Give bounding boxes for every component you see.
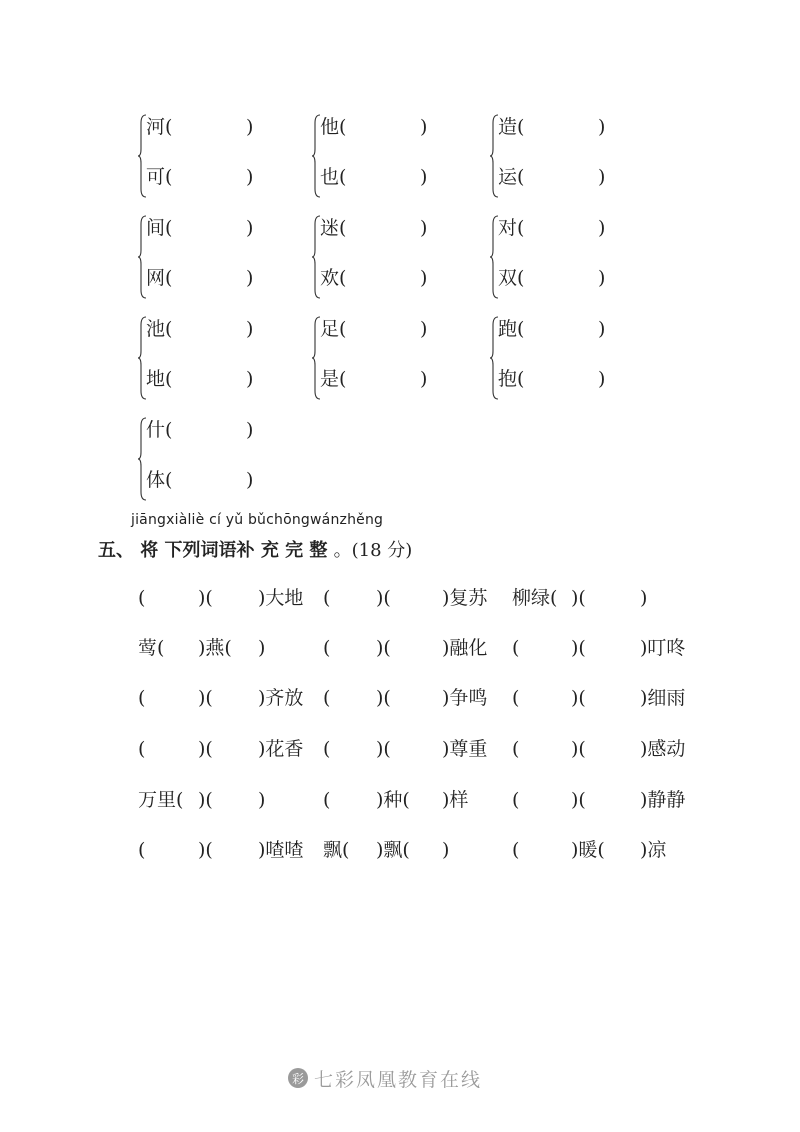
completion-segment: )飘( [376,839,410,861]
completion-segment: 万里( [138,789,184,811]
pair-character: 体 [146,469,166,491]
paren-open: ( [165,116,173,138]
polyphone-pair [312,113,472,205]
pair-line-top [146,216,254,240]
blank-bottom[interactable]: ) [420,267,428,289]
completion-segment: )( [198,687,213,709]
blank-bottom[interactable]: ) [598,368,606,390]
pair-line-bottom [320,367,428,391]
paren-open: ( [339,267,347,289]
section5-period: 。 [333,540,352,561]
completion-segment: ( [138,687,146,709]
blank-bottom[interactable]: ) [420,166,428,188]
section5-title: 将 下列词语补 充 完 整 [140,540,328,561]
pair-character: 迷 [320,217,340,239]
pair-line-top [498,115,606,139]
completion-segment: )( [571,738,586,760]
completion-segment: ( [323,587,331,609]
completion-segment: ) [442,839,450,861]
completion-segment: ( [512,687,520,709]
completion-row [0,734,800,764]
paren-open: ( [517,267,525,289]
completion-segment: )( [376,687,391,709]
pair-character: 地 [146,368,166,390]
blank-top[interactable]: ) [598,318,606,340]
pair-character: 池 [146,318,166,340]
pair-character: 造 [498,116,518,138]
completion-segment: ( [138,839,146,861]
completion-row [0,835,800,865]
completion-row [0,583,800,613]
blank-top[interactable]: ) [246,318,254,340]
completion-segment: )( [198,587,213,609]
pair-character: 双 [498,267,518,289]
completion-segment: )复苏 [442,587,488,609]
blank-bottom[interactable]: ) [246,368,254,390]
pair-line-bottom [146,165,254,189]
completion-segment: ( [512,789,520,811]
section5-number: 五、 [98,540,134,561]
completion-segment: )细雨 [640,687,686,709]
completion-segment: )( [571,789,586,811]
completion-segment: 柳绿( [512,587,558,609]
completion-segment: )( [198,789,213,811]
blank-top[interactable]: ) [420,318,428,340]
completion-segment: )大地 [258,587,304,609]
completion-segment: )( [198,738,213,760]
pair-line-top [320,317,428,341]
pair-line-top [498,216,606,240]
blank-top[interactable]: ) [246,419,254,441]
completion-segment: )种( [376,789,410,811]
completion-segment: ( [138,738,146,760]
completion-segment: )融化 [442,637,488,659]
paren-open: ( [165,419,173,441]
polyphone-pair [490,113,650,205]
completion-segment: )暖( [571,839,605,861]
pair-line-bottom [498,367,606,391]
completion-segment: )喳喳 [258,839,304,861]
blank-top[interactable]: ) [246,217,254,239]
pair-character: 什 [146,419,166,441]
blank-bottom[interactable]: ) [246,267,254,289]
completion-row [0,633,800,663]
pair-character: 河 [146,116,166,138]
polyphone-pair [138,214,298,306]
polyphone-pair [138,315,298,407]
completion-segment: ( [323,789,331,811]
paren-open: ( [517,368,525,390]
pair-character: 运 [498,166,518,188]
completion-segment: )感动 [640,738,686,760]
completion-row [0,683,800,713]
section5-heading [98,536,412,562]
completion-segment: )( [571,587,586,609]
pair-character: 间 [146,217,166,239]
completion-segment: )样 [442,789,469,811]
completion-segment: ( [323,738,331,760]
paren-open: ( [517,217,525,239]
completion-segment: )( [571,687,586,709]
paren-open: ( [517,318,525,340]
paren-open: ( [165,217,173,239]
completion-segment: ) [258,637,266,659]
paren-open: ( [339,318,347,340]
pair-line-bottom [146,266,254,290]
pair-character: 抱 [498,368,518,390]
polyphone-pair [490,214,650,306]
completion-segment: 飘( [323,839,350,861]
pair-character: 可 [146,166,166,188]
pair-character: 也 [320,166,340,188]
footer-logo [288,1064,482,1092]
completion-segment: )花香 [258,738,304,760]
completion-segment: ( [512,839,520,861]
pair-character: 跑 [498,318,518,340]
completion-segment: )争鸣 [442,687,488,709]
polyphone-pair [312,214,472,306]
completion-segment: ( [323,637,331,659]
paren-open: ( [517,116,525,138]
paren-open: ( [517,166,525,188]
blank-top[interactable]: ) [598,116,606,138]
blank-top[interactable]: ) [246,116,254,138]
pair-line-top [320,115,428,139]
completion-segment: ( [512,637,520,659]
paren-open: ( [339,116,347,138]
blank-bottom[interactable]: ) [246,166,254,188]
completion-segment: )( [571,637,586,659]
completion-segment: 莺( [138,637,165,659]
pair-character: 对 [498,217,518,239]
completion-segment: ( [323,687,331,709]
section5-score: (18 分) [351,540,413,561]
pair-character: 欢 [320,267,340,289]
pair-line-top [320,216,428,240]
brand-name: 七彩凤凰教育在线 [314,1068,483,1091]
pair-character: 足 [320,318,340,340]
completion-segment: )( [376,637,391,659]
completion-segment: )( [376,738,391,760]
blank-bottom[interactable]: ) [598,267,606,289]
completion-segment: )静静 [640,789,686,811]
pair-line-top [146,115,254,139]
completion-segment: ( [138,587,146,609]
polyphone-pair [138,113,298,205]
completion-segment: )凉 [640,839,667,861]
completion-segment: )尊重 [442,738,488,760]
completion-segment: )叮咚 [640,637,686,659]
polyphone-pair [138,416,298,508]
pair-line-top [146,317,254,341]
pair-character: 网 [146,267,166,289]
paren-open: ( [339,166,347,188]
completion-segment: )燕( [198,637,232,659]
paren-open: ( [165,368,173,390]
pair-line-bottom [498,266,606,290]
pair-line-bottom [320,165,428,189]
blank-bottom[interactable]: ) [420,368,428,390]
paren-open: ( [165,166,173,188]
pair-line-bottom [146,367,254,391]
completion-segment: )( [198,839,213,861]
completion-segment: )( [376,587,391,609]
pair-character: 是 [320,368,340,390]
blank-top[interactable]: ) [420,116,428,138]
completion-segment: )齐放 [258,687,304,709]
brand-seal-icon: 彩 [288,1068,308,1088]
blank-top[interactable]: ) [420,217,428,239]
completion-row [0,785,800,815]
paren-open: ( [339,217,347,239]
pair-line-top [498,317,606,341]
paren-open: ( [165,318,173,340]
blank-bottom[interactable]: ) [246,469,254,491]
pair-line-top [146,418,254,442]
completion-segment: ) [258,789,266,811]
completion-segment: ) [640,587,648,609]
completion-segment: ( [512,738,520,760]
pair-line-bottom [320,266,428,290]
pair-line-bottom [146,468,254,492]
pair-character: 他 [320,116,340,138]
polyphone-pair [312,315,472,407]
blank-top[interactable]: ) [598,217,606,239]
pair-line-bottom [498,165,606,189]
paren-open: ( [339,368,347,390]
polyphone-pair [490,315,650,407]
blank-bottom[interactable]: ) [598,166,606,188]
paren-open: ( [165,267,173,289]
section5-pinyin: jiāngxiàliè cí yǔ bǔchōngwánzhěng [131,512,384,528]
paren-open: ( [165,469,173,491]
